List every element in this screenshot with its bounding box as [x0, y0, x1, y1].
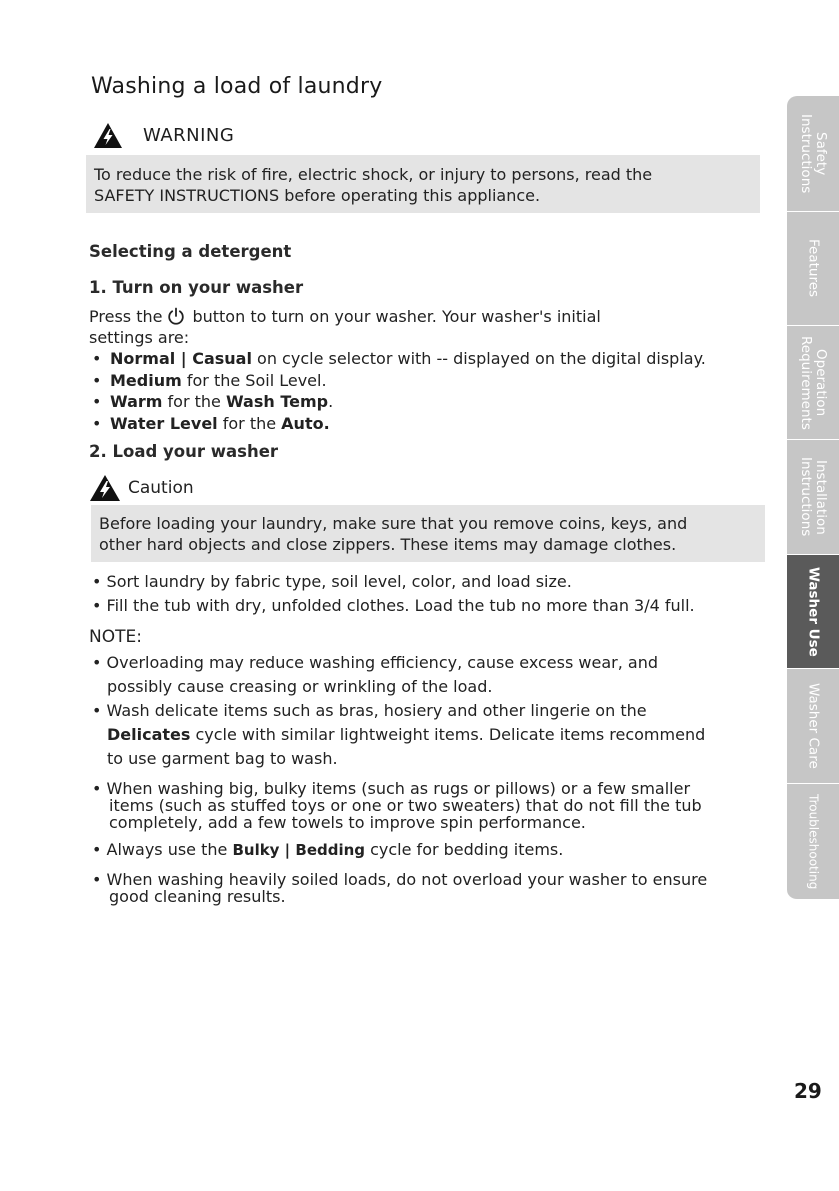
bullet-icon: • — [92, 596, 107, 615]
tab-label: Installation Instructions — [798, 457, 829, 537]
setting-name: Medium — [110, 371, 182, 390]
setting-name: Auto. — [281, 414, 330, 433]
bullet-icon: • — [92, 371, 102, 390]
list-item — [92, 840, 563, 859]
power-icon — [166, 306, 186, 326]
list-item-text: good cleaning results. — [109, 887, 286, 906]
list-item — [92, 780, 690, 797]
setting-text: for the — [162, 392, 226, 411]
warning-text-line: SAFETY INSTRUCTIONS before operating this appliance. — [94, 186, 541, 205]
caution-heading — [89, 474, 194, 502]
bullet-icon: • — [92, 392, 102, 411]
step1-heading: 1. Turn on your washer — [89, 278, 304, 297]
setting-text: for the Soil Level. — [181, 371, 327, 390]
tab-label: Operation Requirements — [798, 335, 829, 430]
tab-label: Washer Use — [805, 566, 822, 657]
caution-icon — [89, 474, 121, 502]
detergent-heading: Selecting a detergent — [89, 242, 292, 261]
warning-heading — [93, 122, 234, 149]
list-item — [92, 701, 647, 720]
warning-icon — [93, 122, 123, 149]
bullet-icon: • — [92, 870, 107, 889]
list-item — [92, 596, 695, 615]
list-item-text: Wash delicate items such as bras, hosiery and other lingerie on the — [106, 701, 647, 720]
list-item-text: Always use the — [106, 840, 233, 859]
bullet-icon: • — [92, 779, 107, 798]
note-heading: NOTE: — [89, 627, 142, 647]
list-item-text: Overloading may reduce washing efficiency, cause excess wear, and — [106, 653, 658, 672]
list-item-text: cycle with similar lightweight items. Delicate items recommend — [190, 725, 706, 744]
caution-label: Caution — [128, 478, 194, 498]
caution-text-line: other hard objects and close zippers. These items may damage clothes. — [99, 535, 677, 554]
press-text-pre: Press the — [89, 307, 163, 326]
setting-name: Water Level — [110, 414, 218, 433]
list-item-text: When washing heavily soiled loads, do not overload your washer to ensure — [106, 870, 708, 889]
page-number: 29 — [794, 1079, 822, 1103]
bullet-icon: • — [92, 840, 107, 859]
setting-text: for the — [217, 414, 282, 433]
tab-label: Troubleshooting — [806, 793, 821, 890]
list-item-text: to use garment bag to wash. — [107, 749, 338, 768]
list-item-text: possibly cause creasing or wrinkling of the load. — [107, 677, 493, 696]
list-item-text: When washing big, bulky items (such as rugs or pillows) or a few smaller — [106, 779, 691, 798]
tab-operation-requirements[interactable] — [787, 326, 839, 440]
setting-name: Warm — [110, 392, 163, 411]
list-item-text: items (such as stuffed toys or one or two sweaters) that do not fill the tub — [109, 796, 702, 815]
bullet-icon: • — [92, 349, 102, 368]
tab-installation-instructions[interactable] — [787, 440, 839, 555]
list-item-text: completely, add a few towels to improve spin performance. — [109, 813, 586, 832]
tab-features[interactable] — [787, 212, 839, 326]
warning-label: WARNING — [143, 125, 235, 146]
list-item-text: Fill the tub with dry, unfolded clothes. Load the tub no more than 3/4 full. — [106, 596, 695, 615]
caution-box — [91, 505, 765, 562]
caution-text-line: Before loading your laundry, make sure that you remove coins, keys, and — [99, 514, 688, 533]
list-item-text — [107, 725, 705, 744]
bullet-icon: • — [92, 653, 107, 672]
page-title: Washing a load of laundry — [91, 74, 383, 99]
list-item-text: cycle for bedding items. — [365, 840, 564, 859]
press-text-post: button to turn on your washer. Your washer's initial — [192, 307, 601, 326]
warning-text-line: To reduce the risk of fire, electric shock, or injury to persons, read the — [94, 165, 653, 184]
setting-name: Wash Temp — [225, 392, 329, 411]
bullet-icon: • — [92, 414, 102, 433]
bullet-icon: • — [92, 572, 107, 591]
step2-heading: 2. Load your washer — [89, 442, 279, 461]
warning-box — [86, 155, 760, 213]
tab-safety-instructions[interactable] — [787, 96, 839, 212]
tab-label: Features — [805, 239, 822, 298]
cycle-name: Delicates — [107, 725, 191, 744]
list-item — [92, 392, 333, 411]
list-item-text: Sort laundry by fabric type, soil level, color, and load size. — [106, 572, 572, 591]
tab-troubleshooting[interactable] — [787, 784, 839, 900]
list-item — [92, 349, 706, 368]
press-line — [89, 306, 601, 326]
cycle-name: Bulky | Bedding — [232, 841, 366, 859]
setting-text: on cycle selector with -- displayed on the digital display. — [251, 349, 706, 368]
list-item — [92, 572, 572, 591]
list-item — [92, 653, 658, 672]
setting-text: . — [328, 392, 334, 411]
tab-washer-care[interactable] — [787, 669, 839, 784]
press-line-2: settings are: — [89, 328, 190, 347]
list-item — [92, 414, 330, 433]
list-item — [92, 871, 707, 888]
tab-label: Safety Instructions — [798, 113, 829, 194]
setting-name: Normal | Casual — [110, 349, 252, 368]
bullet-icon: • — [92, 701, 107, 720]
tab-washer-use[interactable] — [787, 555, 839, 669]
list-item — [92, 371, 327, 390]
tab-label: Washer Care — [805, 683, 822, 769]
